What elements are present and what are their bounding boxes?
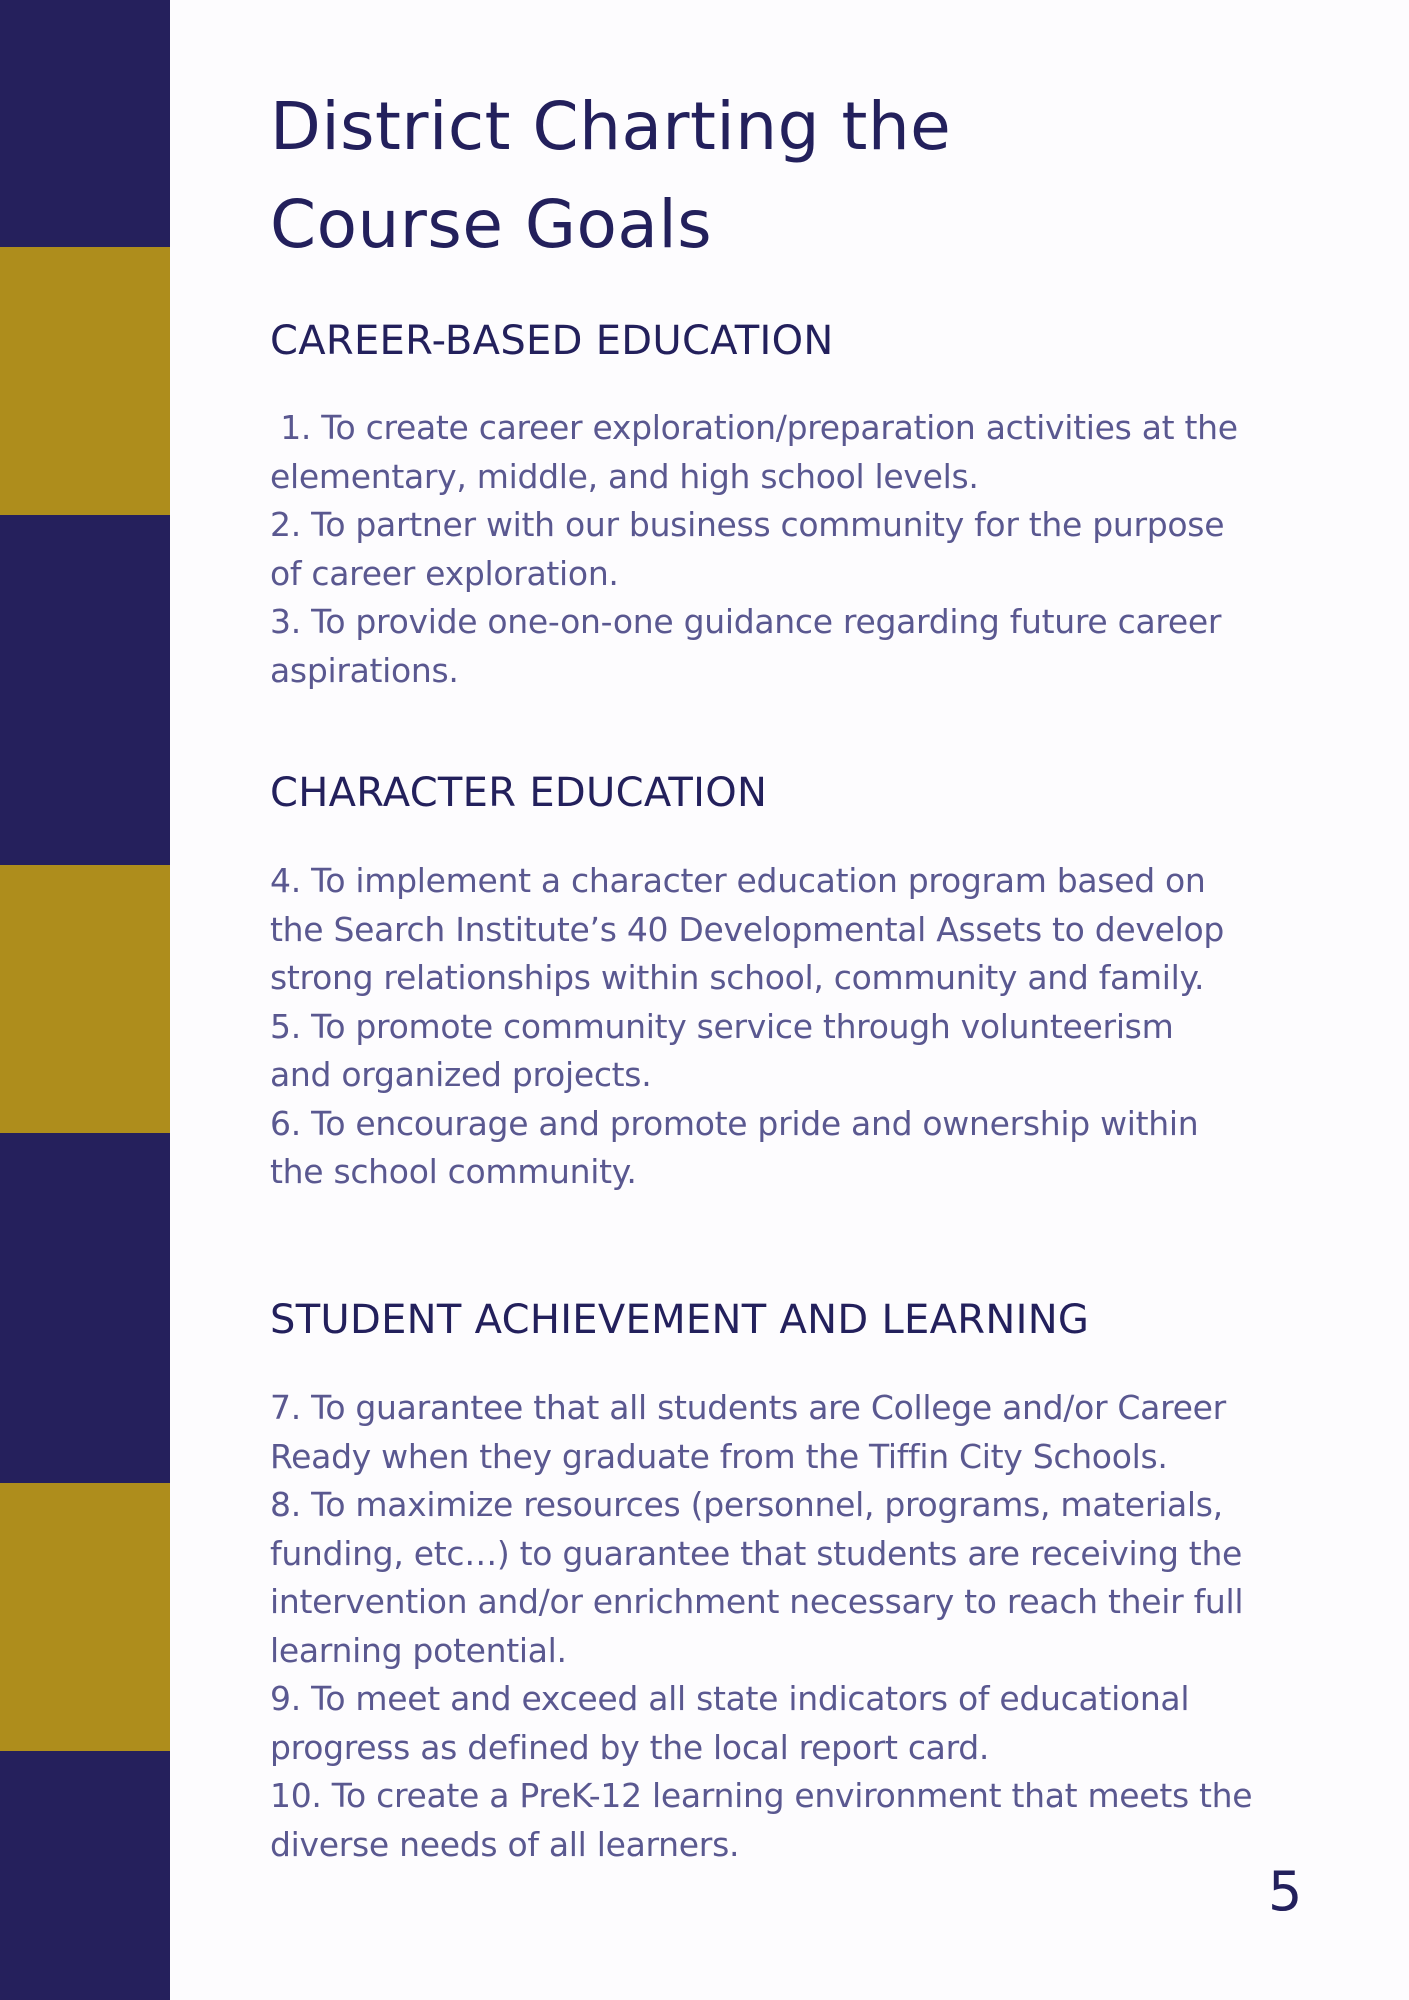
page-number: 5	[1268, 1860, 1303, 1923]
page-title-line-1: District Charting the	[270, 88, 952, 165]
goal-line: 8. To maximize resources (personnel, programs, materials,	[270, 1485, 1223, 1524]
goal-line: Ready when they graduate from the Tiffin City Schools.	[270, 1436, 1168, 1476]
goal-line: the Search Institute’s 40 Developmental Assets to develop	[270, 909, 1225, 949]
goal-line: funding, etc…) to guarantee that students are receiving the	[270, 1533, 1243, 1573]
stripe-band-gold	[0, 865, 170, 1133]
section-career-based-education-goals	[270, 404, 1350, 695]
goal-line: diverse needs of all learners.	[270, 1824, 740, 1864]
stripe-band-navy	[0, 1133, 170, 1483]
stripe-band-navy	[0, 0, 170, 247]
goal-line: 5. To promote community service through volunteerism	[270, 1006, 1174, 1046]
goal-line: 6. To encourage and promote pride and ownership within	[270, 1103, 1199, 1143]
stripe-band-gold	[0, 247, 170, 515]
goal-line: the school community.	[270, 1152, 637, 1191]
section-heading-student-achievement-and-learning: STUDENT ACHIEVEMENT AND LEARNING	[270, 1297, 1090, 1343]
stripe-band-navy	[0, 1751, 170, 2000]
goal-line: aspirations.	[270, 650, 459, 690]
section-heading-character-education: CHARACTER EDUCATION	[270, 770, 768, 816]
goal-line: and organized projects.	[270, 1055, 652, 1094]
stripe-band-gold	[0, 1483, 170, 1751]
page-title-line-2: Course Goals	[270, 186, 713, 263]
goal-line: 7. To guarantee that all students are College and/or Career	[270, 1388, 1226, 1427]
section-character-education-goals	[270, 857, 1350, 1197]
decorative-side-stripe	[0, 0, 170, 2000]
goal-line: progress as defined by the local report card.	[270, 1727, 990, 1767]
stripe-band-navy	[0, 515, 170, 865]
goal-line: 4. To implement a character education program based on	[270, 861, 1206, 900]
section-heading-career-based-education: CAREER-BASED EDUCATION	[270, 318, 834, 364]
goal-line: 3. To provide one-on-one guidance regarding future career	[270, 602, 1222, 641]
goal-line: 1. To create career exploration/preparation activities at the	[270, 408, 1238, 447]
goal-line: intervention and/or enrichment necessary to reach their full	[270, 1582, 1244, 1621]
goal-line: of career exploration.	[270, 553, 619, 593]
page-title	[270, 78, 1270, 274]
goal-line: learning potential.	[270, 1630, 567, 1670]
goal-line: 10. To create a PreK-12 learning environment that meets the	[270, 1776, 1253, 1815]
section-student-achievement-goals	[270, 1384, 1350, 1869]
goal-line: strong relationships within school, community and family.	[270, 958, 1205, 997]
goal-line: 9. To meet and exceed all state indicators of educational	[270, 1679, 1190, 1718]
goal-line: 2. To partner with our business community for the purpose	[270, 505, 1225, 544]
goal-line: elementary, middle, and high school levels.	[270, 456, 979, 496]
